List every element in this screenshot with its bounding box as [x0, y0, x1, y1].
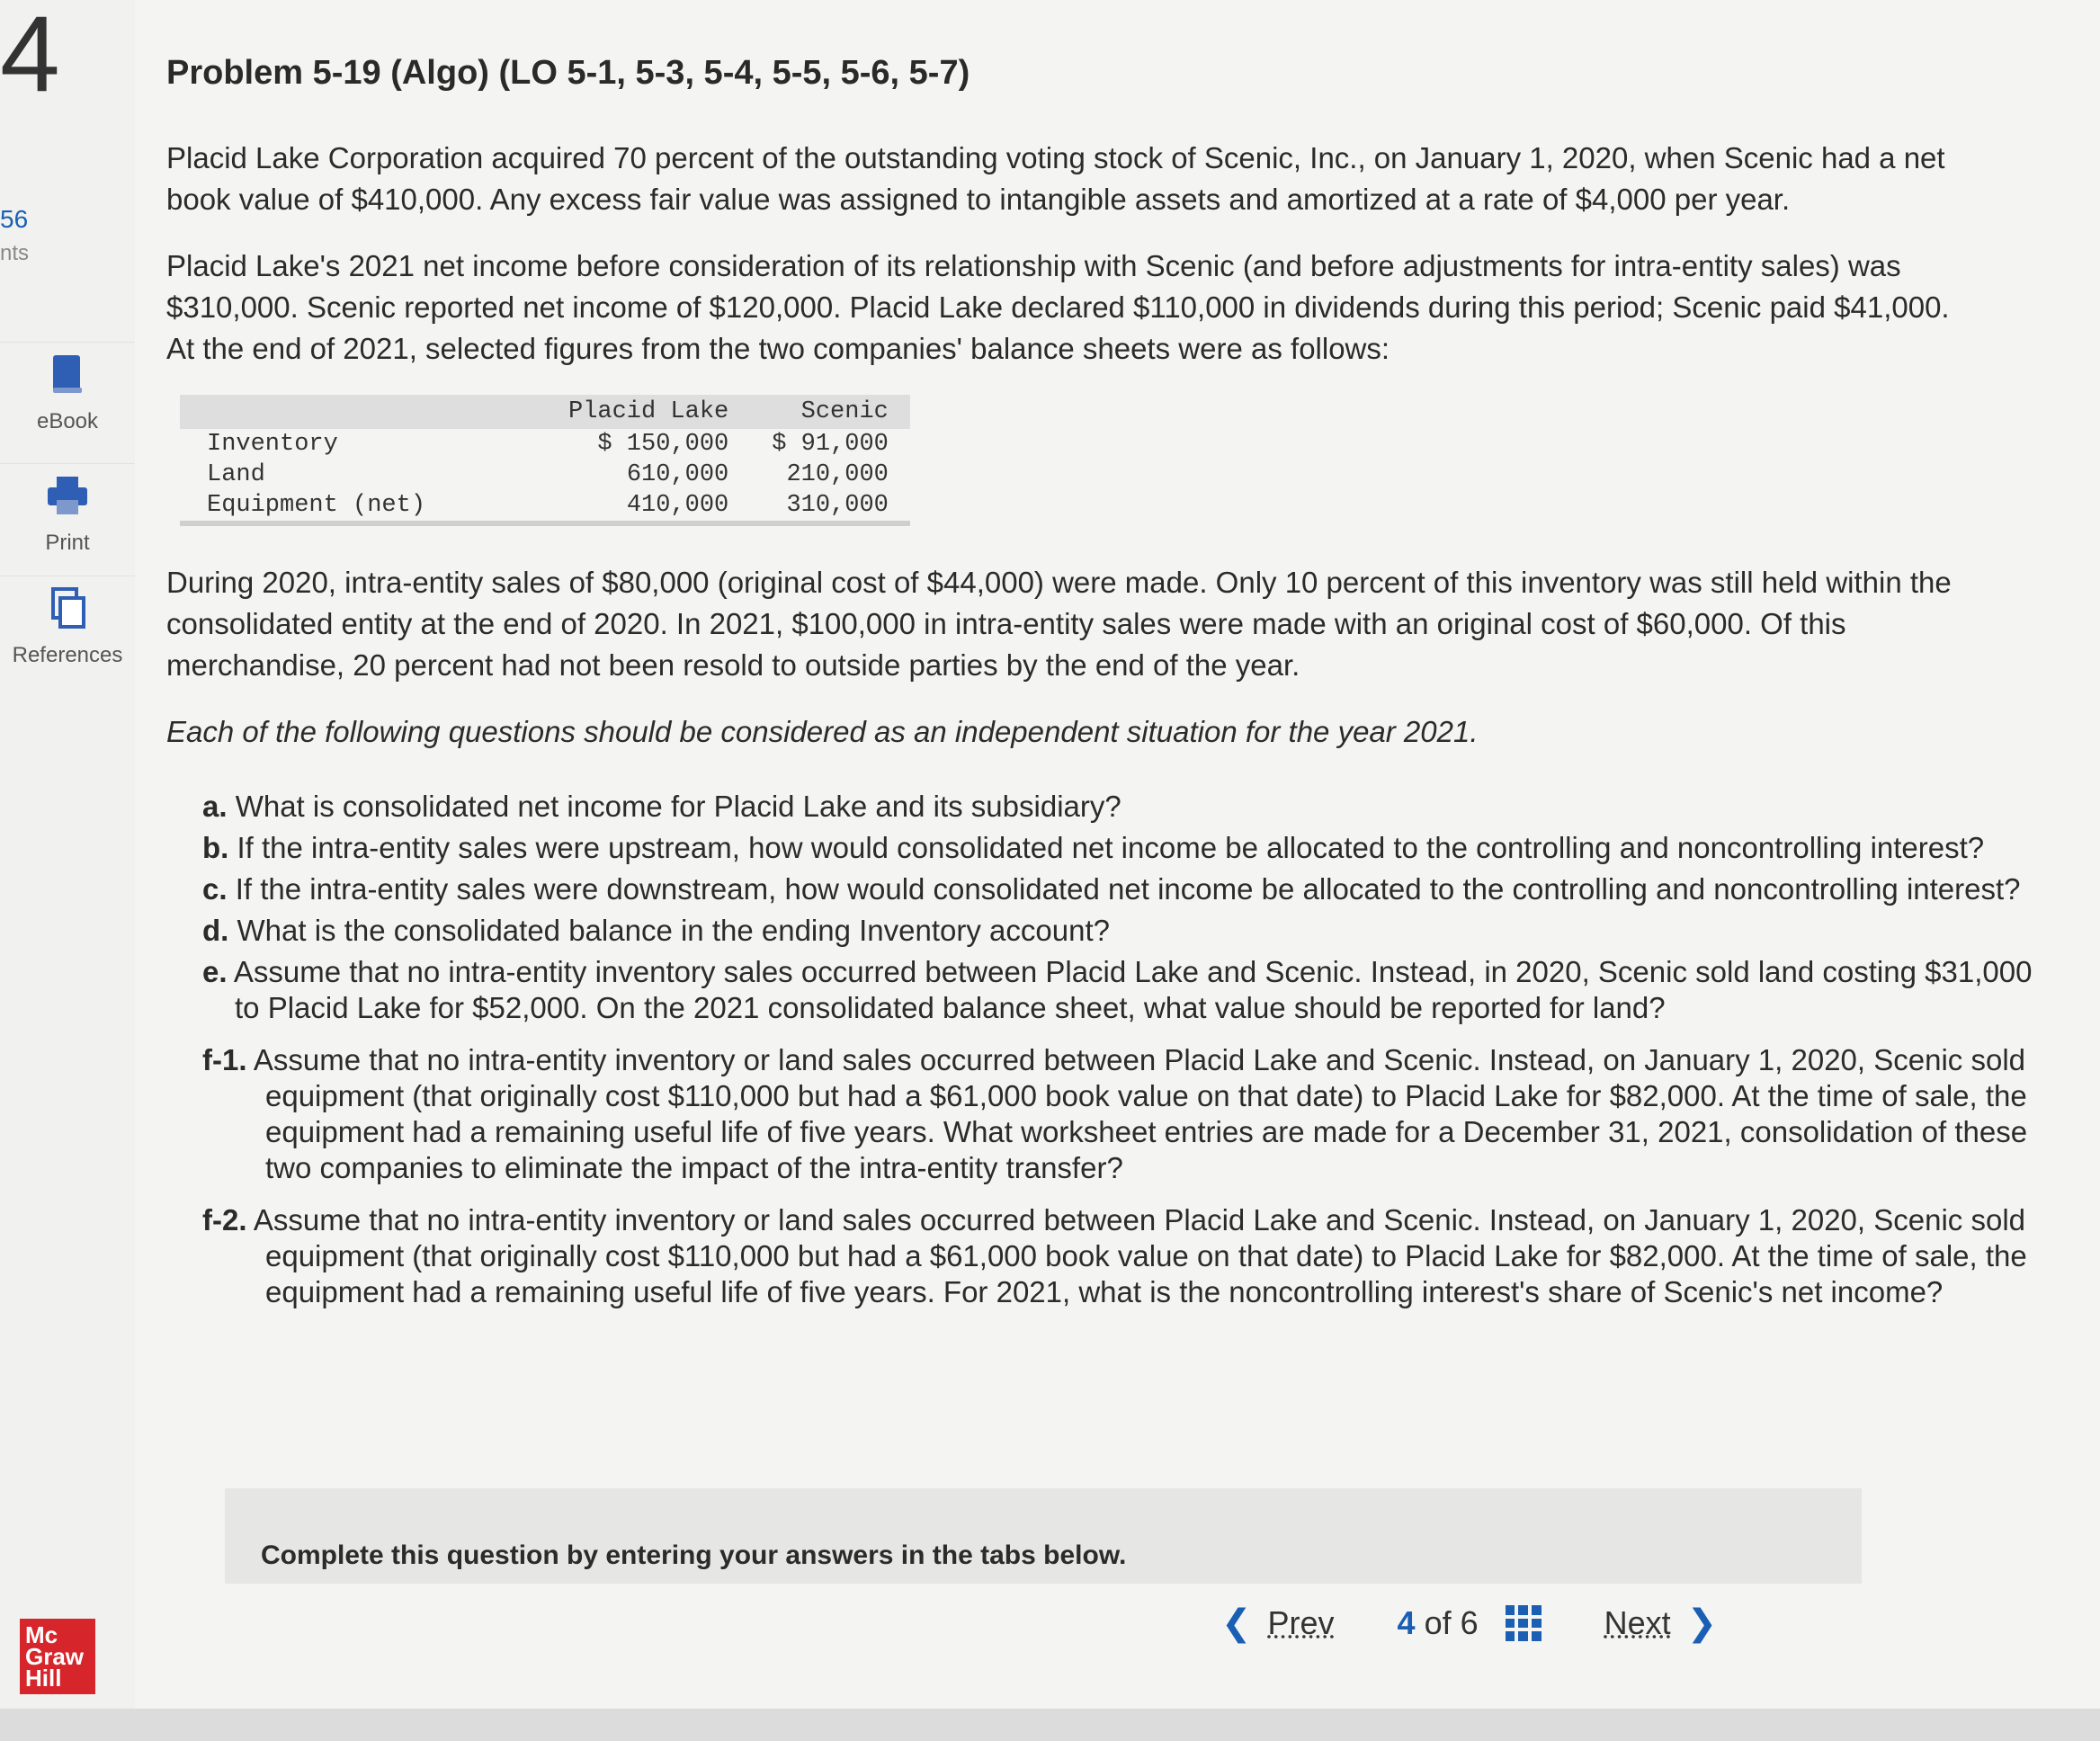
question-total: of 6 — [1424, 1604, 1479, 1641]
table-row — [180, 429, 910, 460]
book-icon — [40, 348, 94, 402]
problem-income-info: Placid Lake's 2021 net income before consideration of its relationship with Scenic (and before adjustments for intra-entity sales) was $310,000. Scenic reported net income of $120,000. Placid Lake declared $110,000 in dividends during this period; Scenic paid $41,000. At the end of 2021, selected figures from the two companies' balance sheets were as follows: — [166, 249, 1950, 365]
problem-intro: Placid Lake Corporation acquired 70 percent of the outstanding voting stock of Scenic, Inc., on January 1, 2020, when Scenic had a net book value of $410,000. Any excess fair value was assigned to intangible assets and amortized at a rate of $4,000 per year. — [166, 141, 1945, 216]
balance-sheet-table — [180, 395, 910, 526]
question-item: f-1. Assume that no intra-entity inventory or land sales occurred between Placid Lake and Scenic. Instead, on January 1, 2020, Scenic sold equipment (that originally cost $110,000 but had a $61,000 book value on that date) to Placid Lake for $82,000. At the time of sale, the equipment had a remaining useful life of five years. What worksheet entries are made for a December 31, 2021, consolidation of these two companies to eliminate the impact of the intra-entity transfer? — [202, 1043, 2028, 1184]
prev-label: Prev — [1267, 1604, 1335, 1641]
placid-value: 410,000 — [547, 490, 750, 523]
documents-icon — [40, 582, 94, 636]
table-header-row — [180, 395, 910, 429]
row-label: Equipment (net) — [180, 490, 547, 523]
question-number: 4 — [0, 0, 60, 114]
scenic-value: 310,000 — [750, 490, 910, 523]
question-position — [1398, 1604, 1479, 1642]
row-label: Inventory — [207, 431, 338, 458]
problem-content — [166, 54, 2037, 1316]
references-label: References — [12, 643, 123, 667]
question-item: a. What is consolidated net income for Placid Lake and its subsidiary? — [202, 790, 1121, 823]
chevron-right-icon: ❯ — [1686, 1603, 1718, 1643]
mcgraw-hill-logo: Mc Graw Hill — [20, 1619, 95, 1694]
question-item: e. Assume that no intra-entity inventory sales occurred between Placid Lake and Scenic. Instead, in 2020, Scenic sold land costing $31,000 to Placid Lake for $52,000. On the 2021 consolidated balance sheet, what value should be reported for land? — [202, 955, 2033, 1024]
scenic-value: 210,000 — [786, 461, 889, 488]
row-label: Land — [207, 461, 265, 488]
question-item: f-2. Assume that no intra-entity inventory or land sales occurred between Placid Lake and Scenic. Instead, on January 1, 2020, Scenic sold equipment (that originally cost $110,000 but had a $61,000 book value on that date) to Placid Lake for $82,000. At the time of sale, the equipment had a remaining useful life of five years. For 2021, what is the noncontrolling interest's share of Scenic's net income? — [202, 1203, 2027, 1308]
problem-title: Problem 5-19 (Algo) (LO 5-1, 5-3, 5-4, 5-5, 5-6, 5-7) — [166, 54, 970, 92]
question-navigation — [1205, 1603, 1733, 1644]
prev-button[interactable] — [1205, 1603, 1335, 1644]
points-label: nts — [0, 241, 30, 265]
ebook-label: eBook — [36, 409, 99, 433]
scenic-value: $ 91,000 — [772, 431, 889, 458]
table-header-scenic: Scenic — [750, 395, 910, 429]
complete-instructions: Complete this question by entering your answers in the tabs below. — [225, 1488, 1862, 1584]
table-header-blank — [180, 395, 547, 429]
table-header-placid: Placid Lake — [547, 395, 750, 429]
references-button[interactable] — [0, 576, 135, 668]
left-rail — [0, 0, 135, 1741]
question-list — [202, 789, 2037, 1310]
chevron-left-icon: ❮ — [1221, 1603, 1252, 1643]
table-row — [180, 490, 910, 523]
next-label: Next — [1604, 1604, 1671, 1641]
question-item: b. If the intra-entity sales were upstream, how would consolidated net income be allocated to the controlling and noncontrolling interest? — [202, 831, 1985, 864]
grid-icon[interactable] — [1506, 1605, 1541, 1641]
points-value: 56 — [0, 205, 29, 233]
printer-icon — [40, 469, 94, 523]
next-button[interactable] — [1604, 1603, 1734, 1644]
current-question: 4 — [1397, 1604, 1416, 1641]
independence-note: Each of the following questions should be considered as an independent situation for the year 2021. — [166, 715, 1479, 748]
placid-value: $ 150,000 — [597, 431, 729, 458]
intra-entity-sales-info: During 2020, intra-entity sales of $80,000 (original cost of $44,000) were made. Only 10 percent of this inventory was still held within the consolidated entity at the end of 2020. In 2021, $100,000 in intra-entity sales were made with an original cost of $60,000. Of this merchandise, 20 percent had not been resold to outside parties by the end of the year. — [166, 566, 1952, 682]
print-label: Print — [45, 531, 90, 555]
question-item: c. If the intra-entity sales were downstream, how would consolidated net income be allocated to the controlling and noncontrolling interest? — [202, 872, 2021, 906]
table-row — [180, 460, 910, 490]
question-item: d. What is the consolidated balance in the ending Inventory account? — [202, 914, 1110, 947]
os-taskbar — [0, 1709, 2100, 1741]
ebook-button[interactable] — [0, 342, 135, 434]
placid-value: 610,000 — [626, 461, 729, 488]
print-button[interactable] — [0, 463, 135, 556]
